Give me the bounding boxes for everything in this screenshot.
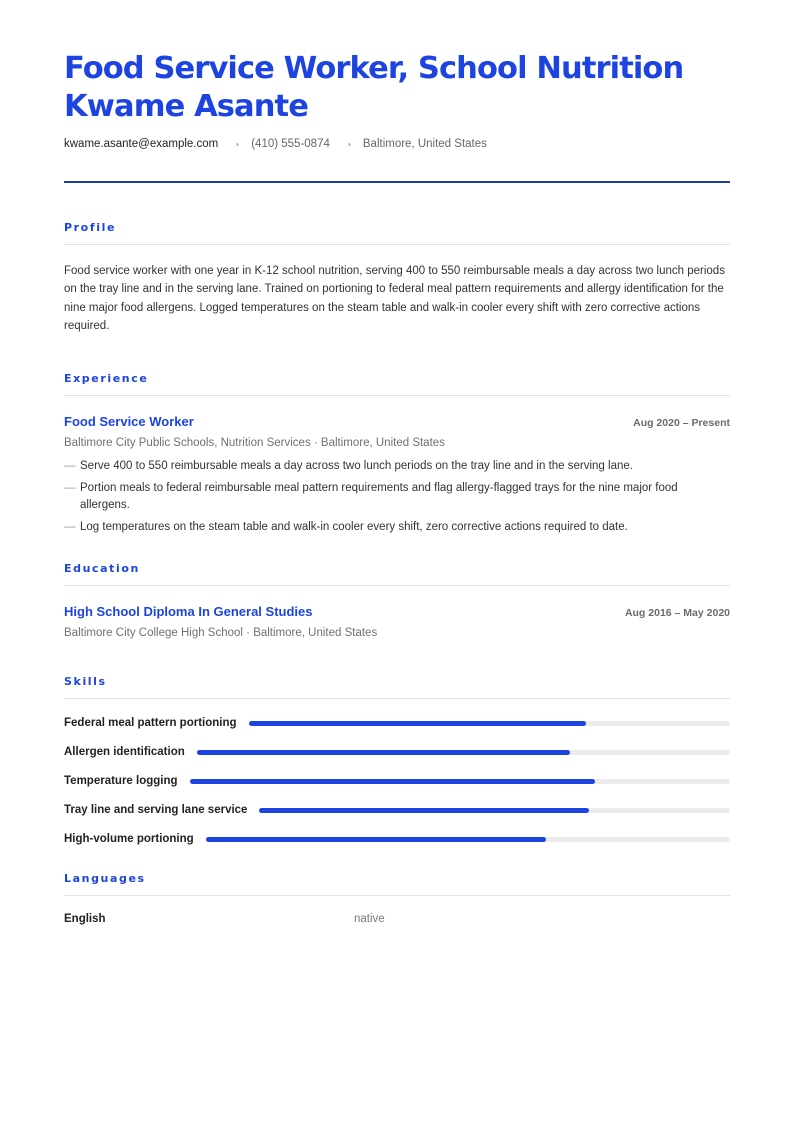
entry-dates: Aug 2020 – Present <box>633 416 730 429</box>
section-heading: Skills <box>64 674 107 688</box>
entry-bullets <box>64 458 730 536</box>
skill-bar-fill <box>259 808 588 813</box>
section-heading: Experience <box>64 371 149 385</box>
profile-summary: Food service worker with one year in K-12 school nutrition, serving 400 to 550 reimbursable meals a day across two lunch periods on the tray line and in the serving lane. Trained on portioning to federal meal pattern requirements and allergy identification for the nine major food allergens. Logged temperatures on the steam table and walk-in cooler every shift with zero corrective actions required. <box>64 265 725 333</box>
skill-name: High-volume portioning <box>64 833 194 846</box>
job-title: Food Service Worker, School Nutrition <box>64 51 684 86</box>
entry-title: Food Service Worker <box>64 413 194 429</box>
skill-name: Temperature logging <box>64 775 178 788</box>
education-section <box>64 562 730 639</box>
skill-bar-track <box>197 750 730 755</box>
contact-separator <box>236 143 239 146</box>
section-heading: Languages <box>64 871 146 885</box>
skill-row <box>64 715 730 732</box>
entry-header <box>64 414 730 429</box>
section-divider <box>64 895 730 896</box>
skill-row <box>64 744 730 761</box>
skill-bar-track <box>259 808 730 813</box>
dash-icon: — <box>64 459 76 472</box>
skill-row <box>64 802 730 819</box>
education-entry <box>64 604 730 639</box>
contact-phone[interactable]: (410) 555-0874 <box>251 138 330 150</box>
experience-section <box>64 372 730 536</box>
language-row <box>64 913 730 925</box>
contact-email[interactable]: kwame.asante@example.com <box>64 138 219 150</box>
skill-bar-track <box>249 721 730 726</box>
list-item <box>64 480 730 513</box>
contact-line <box>64 135 730 153</box>
contact-location: Baltimore, United States <box>362 138 487 150</box>
experience-entry <box>64 414 730 536</box>
resume-page <box>64 50 730 925</box>
section-heading: Profile <box>64 221 117 234</box>
skill-name: Allergen identification <box>64 746 185 759</box>
list-item <box>64 458 730 475</box>
skill-bar-track <box>190 779 730 784</box>
skill-bar-track <box>206 837 730 842</box>
skill-row <box>64 773 730 790</box>
entry-dates: Aug 2016 – May 2020 <box>624 606 730 619</box>
section-divider <box>64 585 730 586</box>
contact-separator <box>348 143 351 146</box>
bullet-text: Portion meals to federal reimbursable meal pattern requirements and flag allergy-flagged trays for the nine major food allergens. <box>80 482 678 511</box>
list-item <box>64 519 730 536</box>
header-divider <box>64 181 730 183</box>
profile-section <box>64 221 730 336</box>
skills-section <box>64 675 730 848</box>
resume-title <box>64 50 730 126</box>
languages-section <box>64 872 730 925</box>
entry-title: High School Diploma In General Studies <box>64 603 313 619</box>
section-divider <box>64 244 730 245</box>
entry-organization: Baltimore City College High School · Baltimore, United States <box>64 626 378 639</box>
section-divider <box>64 395 730 396</box>
skill-name: Federal meal pattern portioning <box>64 717 237 730</box>
section-divider <box>64 698 730 699</box>
skill-name: Tray line and serving lane service <box>64 804 248 817</box>
skill-bar-fill <box>197 750 570 755</box>
skill-bar-fill <box>249 721 586 726</box>
skill-bar-fill <box>206 837 547 842</box>
skill-row <box>64 831 730 848</box>
bullet-text: Serve 400 to 550 reimbursable meals a day across two lunch periods on the tray line and in the serving lane. <box>80 459 633 472</box>
entry-organization: Baltimore City Public Schools, Nutrition Services · Baltimore, United States <box>64 436 445 449</box>
skills-list <box>64 715 730 848</box>
dash-icon: — <box>64 482 76 495</box>
entry-header <box>64 604 730 619</box>
language-level: native <box>354 912 385 925</box>
dash-icon: — <box>64 521 76 534</box>
skill-bar-fill <box>190 779 595 784</box>
person-name: Kwame Asante <box>64 89 308 124</box>
bullet-text: Log temperatures on the steam table and walk-in cooler every shift, zero corrective actions required to date. <box>80 521 628 534</box>
language-name: English <box>64 912 106 925</box>
section-heading: Education <box>64 561 140 575</box>
